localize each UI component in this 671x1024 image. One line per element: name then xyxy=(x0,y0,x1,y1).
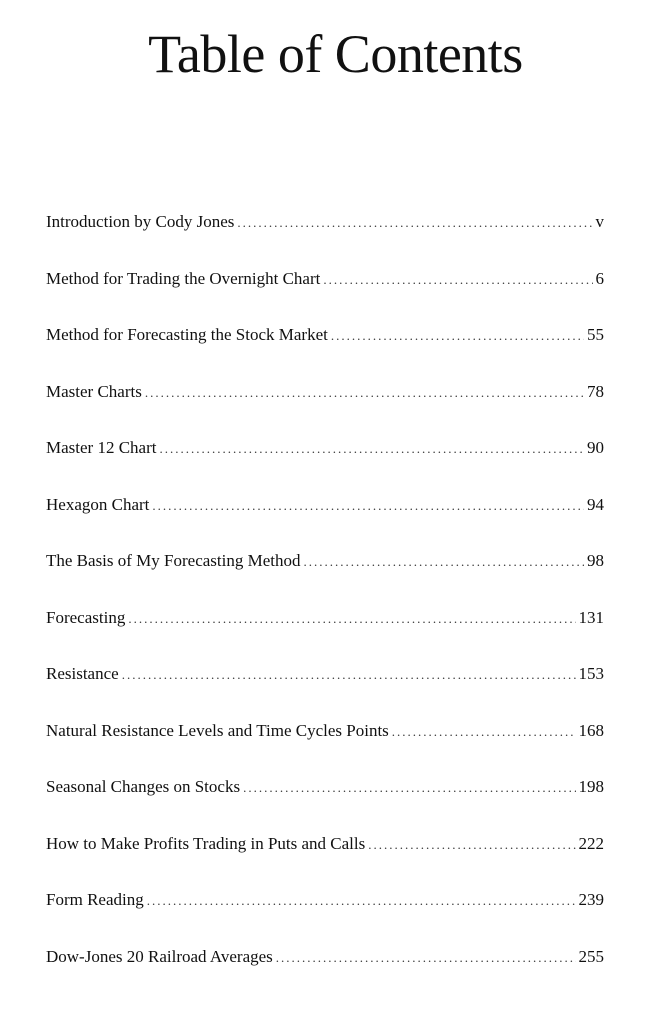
toc-entry-page: 168 xyxy=(578,720,604,740)
toc-entry-label: Method for Trading the Overnight Chart xyxy=(46,268,321,288)
dot-leader xyxy=(304,545,585,579)
toc-entry xyxy=(46,714,604,771)
dot-leader xyxy=(145,376,584,410)
toc-entry-page: v xyxy=(595,212,604,231)
dot-leader xyxy=(243,771,575,805)
toc-entry-label: Hexagon Chart xyxy=(46,494,150,514)
toc-entry-label: The Basis of My Forecasting Method xyxy=(46,551,301,570)
toc-entry-label: Natural Resistance Levels and Time Cycles Points xyxy=(46,720,389,740)
toc-entry-page: 131 xyxy=(578,607,604,627)
toc-entry-page: 239 xyxy=(578,890,604,909)
toc-entry-label: Master 12 Chart xyxy=(46,438,157,457)
toc-entry xyxy=(46,657,604,714)
page-title: Table of Contents xyxy=(148,24,523,84)
toc-entry-label: Method for Forecasting the Stock Market xyxy=(46,325,328,344)
toc-entry-page: 94 xyxy=(587,494,604,514)
toc-entry xyxy=(46,375,604,432)
toc-entry-page: 6 xyxy=(595,268,604,288)
toc-entry xyxy=(46,318,604,375)
dot-leader xyxy=(276,941,576,975)
toc-entry-page: 98 xyxy=(587,551,604,570)
toc-entry xyxy=(46,940,604,997)
toc-entry-label: Resistance xyxy=(46,664,119,683)
dot-leader xyxy=(122,658,576,692)
toc-entry xyxy=(46,488,604,545)
toc-entry-page: 153 xyxy=(578,664,604,683)
toc-entry-page: 78 xyxy=(587,381,604,401)
dot-leader xyxy=(152,489,584,523)
dot-leader xyxy=(331,319,584,353)
toc-entry xyxy=(46,431,604,488)
toc-entry-page: 90 xyxy=(587,438,604,457)
toc-entry-page: 198 xyxy=(578,777,604,796)
toc-entry-label: Master Charts xyxy=(46,381,142,401)
toc-entry xyxy=(46,770,604,827)
dot-leader xyxy=(392,715,576,749)
dot-leader xyxy=(128,602,575,636)
dot-leader xyxy=(159,432,584,466)
toc-entry-label: Introduction by Cody Jones xyxy=(46,212,235,231)
dot-leader xyxy=(147,884,576,918)
toc-entry xyxy=(46,601,604,658)
toc-entry-page: 255 xyxy=(578,946,604,966)
toc-entry-label: Form Reading xyxy=(46,890,144,909)
toc-entry-page: 55 xyxy=(587,325,604,344)
toc-entry-page: 222 xyxy=(578,833,604,853)
toc-entry xyxy=(46,544,604,601)
dot-leader xyxy=(323,263,592,297)
toc-entry xyxy=(46,827,604,884)
toc-entry xyxy=(46,883,604,940)
toc-entry xyxy=(46,262,604,319)
dot-leader xyxy=(368,828,575,862)
toc-entry-label: How to Make Profits Trading in Puts and Calls xyxy=(46,833,366,853)
toc-entry-label: Dow-Jones 20 Railroad Averages xyxy=(46,946,273,966)
toc-entry xyxy=(46,205,604,262)
toc-entry-label: Seasonal Changes on Stocks xyxy=(46,777,241,796)
toc-entry-label: Forecasting xyxy=(46,607,126,627)
dot-leader xyxy=(237,206,592,240)
table-of-contents xyxy=(46,205,604,996)
